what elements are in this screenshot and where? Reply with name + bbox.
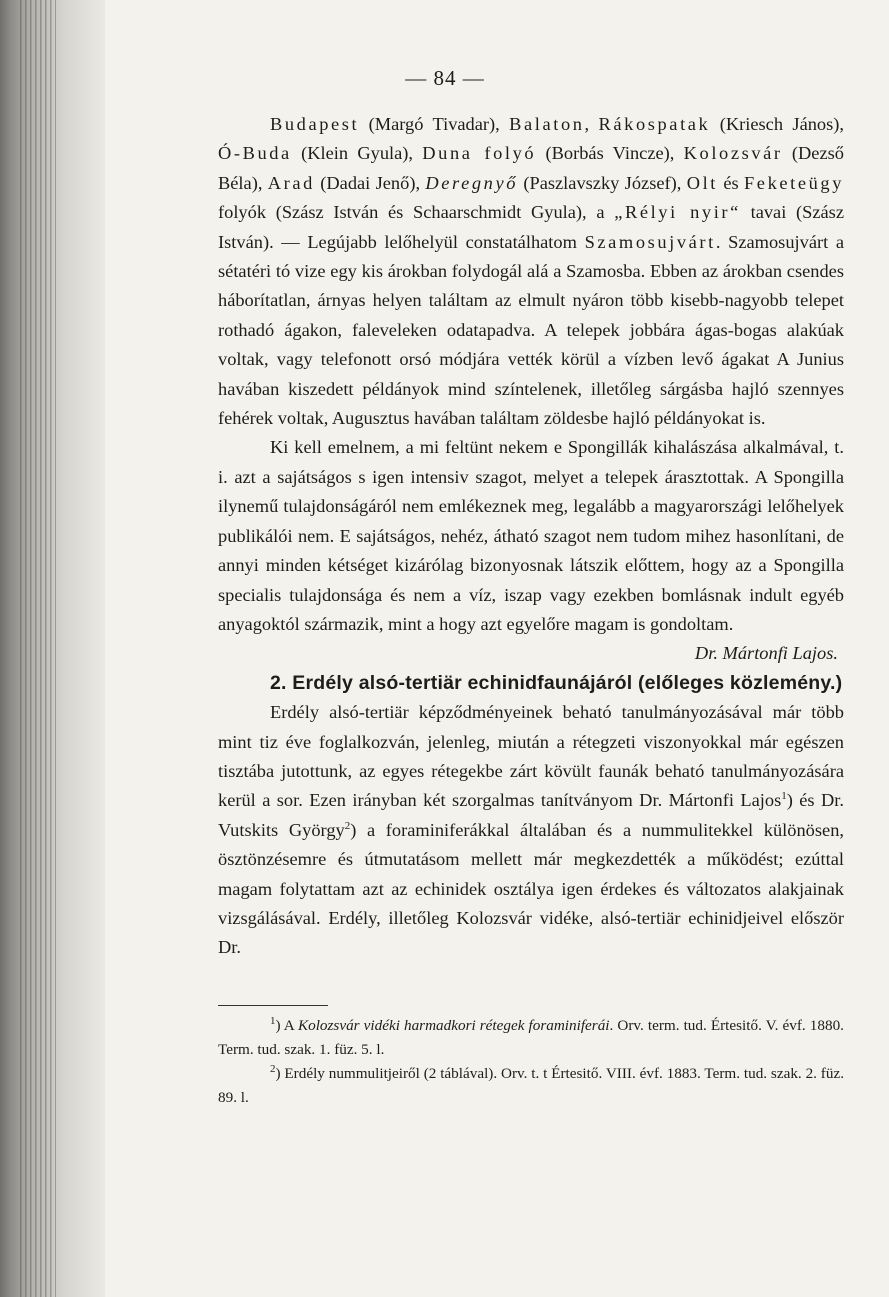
text-run: (Paszlavszky József), xyxy=(518,172,687,193)
footnotes xyxy=(218,1014,844,1110)
text-run: Erdély alsó-tertiär képződményeinek beható tanulmányozásával már több mint tiz éve foglalkozván, jelenleg, miután a rétegzeti viszonyokkal már egészen tisztába jutottunk, az egyes rétegekbe zárt kövült faunák beható tanulmányozására kerül a sor. Ezen irányban két szorgalmas tanítványom Dr. Mártonfi Lajos xyxy=(218,702,844,811)
text-run: ) és Dr. Vutskits György xyxy=(218,790,844,840)
text-run: (Borbás Vincze), xyxy=(536,143,684,164)
author-signature: Dr. Mártonfi Lajos. xyxy=(694,643,838,664)
spaced-place-name: Kolozsvár xyxy=(683,143,783,164)
spaced-place-name: Budapest xyxy=(270,114,360,134)
spaced-place-name: Rákospatak xyxy=(598,114,711,134)
text-run: (Margó Tivadar), xyxy=(359,114,510,134)
paragraph xyxy=(218,433,844,639)
text-run: ) A xyxy=(275,1017,298,1034)
text-run: (Dadai Jenő), xyxy=(314,172,426,193)
spaced-place-name: Szamosujvárt xyxy=(584,231,716,252)
spaced-place-name: Ó-Buda xyxy=(218,143,292,164)
text-run: (Dezső Béla), xyxy=(218,143,844,193)
spaced-place-name: Feketeügy xyxy=(743,172,844,193)
paragraph xyxy=(218,110,844,433)
text-run: (Klein Gyula), xyxy=(291,143,423,164)
spaced-place-name: „Rélyi nyir“ xyxy=(614,202,741,223)
text-run: tavai (Szász István). — Legújabb lelőhelyül constatálhatom xyxy=(218,202,845,252)
page-body xyxy=(218,110,844,963)
footnote-mark: 2 xyxy=(270,1062,276,1075)
text-run: (Kriesch János), xyxy=(710,114,845,134)
text-run: ) a foraminiferákkal általában és a nummulitekkel különösen, ösztönzésemre és útmutatásom mellett már megkezdették a működést; ezúttal magam folytattam azt az echinidek osztálya igen érdekes és változatos alakjainak vizsgálásával. Erdély, illetőleg Kolozsvár vidéke, alsó-tertiär echinidjeivel először Dr. xyxy=(218,819,844,958)
text-run: és xyxy=(718,172,744,193)
book-binding-edge xyxy=(0,0,105,1297)
footnote xyxy=(218,1062,844,1110)
paragraph xyxy=(218,698,844,963)
text-run: . Szamosujvárt a sétatéri tó vize egy kis árokban folydogál alá a Szamosba. Ebben az árokban csendes háborítatlan, árnyas helyen találtam az elmult nyáron több kisebb-nagyobb telepet rothadó ágakon, faleveleken odatapadva. A telepek jobbára ágas-bogas alakúak voltak, vagy telefonott orsó módjára vették körül a vízben levő ágakat A Junius havában kiszedett példányok mind színtelenek, illetőleg sárgásba hajló szennyes fehérek voltak, Augusztus havában találtam zöldesbe hajló példányokat is. xyxy=(218,231,845,429)
footnote-mark: 1 xyxy=(270,1014,276,1027)
spaced-place-name: Deregnyő xyxy=(425,172,519,193)
text-run: . Orv. term. tud. Értesitő. V. évf. 1880. Term. tud. szak. 1. füz. 5. l. xyxy=(218,1017,844,1058)
text-run: Kolozsvár vidéki harmadkori rétegek foraminiferái xyxy=(297,1017,610,1034)
spaced-place-name: Olt xyxy=(686,172,718,193)
footnote xyxy=(218,1014,844,1062)
spaced-place-name: Arad xyxy=(267,172,315,193)
section-heading: 2. Erdély alsó-tertiär echinidfaunájáról (előleges közlemény.) xyxy=(270,671,843,694)
text-run: ) Erdély nummulitjeiről (2 táblával). Orv. t. t Értesitő. VIII. évf. 1883. Term. tud. szak. 2. füz. 89. l. xyxy=(218,1065,844,1106)
spaced-place-name: Duna folyó xyxy=(422,143,537,164)
spaced-place-name: Balaton xyxy=(509,114,585,134)
footnote-divider xyxy=(218,1005,328,1006)
footnote-mark: 2 xyxy=(344,819,351,832)
footnote-mark: 1 xyxy=(781,790,787,803)
page-number: — 84 — xyxy=(405,66,485,90)
text-run: folyók (Szász István és Schaarschmidt Gyula), a xyxy=(218,202,615,223)
text-run: Ki kell emelnem, a mi feltünt nekem e Spongillák kihalászása alkalmával, t. i. azt a sajátságos s igen intensiv szagot, melyet a telepek árasztottak. A Spongilla ilynemű tulajdonságáról nem emlékeznek meg, legalább a magyarországi lelőhelyek publikálói nem. E sajátságos, nehéz, átható szagot nem tudom mihez hasonlítani, de annyi minden kétséget kizárólag bizonyosnak látszik előttem, hogy az a Spongilla specialis tulajdonsága és nem a víz, iszap vagy ezekben bomlásnak indult egyéb anyagoktól származik, mint a hogy azt egyelőre magam is gondoltam. xyxy=(218,437,844,634)
text-run: , xyxy=(584,114,599,134)
